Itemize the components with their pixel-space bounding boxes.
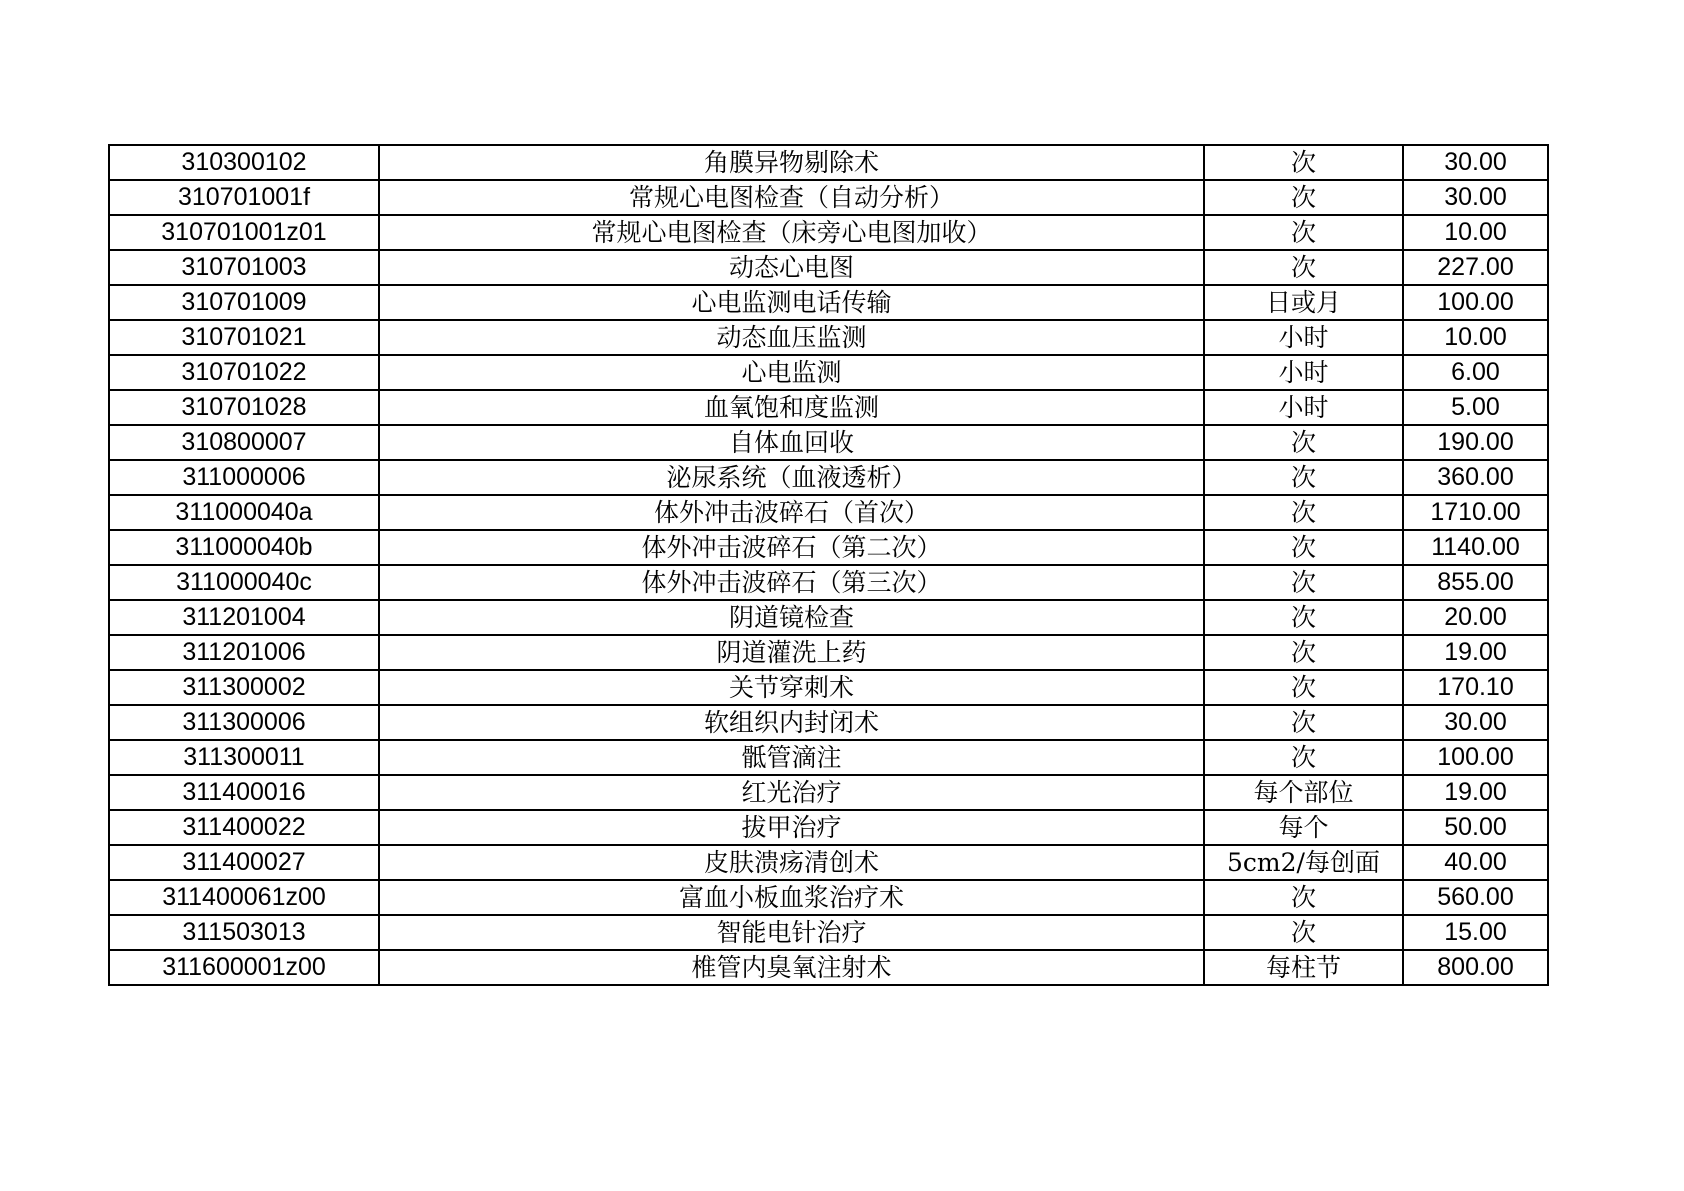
item-unit: 次 [1204, 145, 1403, 180]
item-price: 10.00 [1403, 320, 1548, 355]
item-name: 富血小板血浆治疗术 [379, 880, 1204, 915]
item-unit: 次 [1204, 635, 1403, 670]
item-price: 19.00 [1403, 635, 1548, 670]
item-code: 310701021 [109, 320, 379, 355]
item-name: 动态心电图 [379, 250, 1204, 285]
item-code: 311201004 [109, 600, 379, 635]
table-row [109, 845, 1548, 880]
table-row [109, 565, 1548, 600]
item-code: 310701001z01 [109, 215, 379, 250]
item-unit: 小时 [1204, 355, 1403, 390]
item-price: 560.00 [1403, 880, 1548, 915]
item-name: 角膜异物剔除术 [379, 145, 1204, 180]
table-row [109, 775, 1548, 810]
item-unit: 次 [1204, 880, 1403, 915]
item-price: 10.00 [1403, 215, 1548, 250]
item-name: 常规心电图检查（床旁心电图加收） [379, 215, 1204, 250]
item-name: 椎管内臭氧注射术 [379, 950, 1204, 985]
document-page [108, 144, 1547, 986]
item-unit: 次 [1204, 740, 1403, 775]
item-unit: 每柱节 [1204, 950, 1403, 985]
item-code: 311000040b [109, 530, 379, 565]
item-code: 311300002 [109, 670, 379, 705]
item-price: 19.00 [1403, 775, 1548, 810]
item-unit: 次 [1204, 670, 1403, 705]
item-code: 311400016 [109, 775, 379, 810]
item-price: 190.00 [1403, 425, 1548, 460]
table-row [109, 600, 1548, 635]
item-price: 855.00 [1403, 565, 1548, 600]
table-row [109, 145, 1548, 180]
item-unit: 每个部位 [1204, 775, 1403, 810]
item-code: 310701022 [109, 355, 379, 390]
item-price: 1140.00 [1403, 530, 1548, 565]
item-price: 30.00 [1403, 145, 1548, 180]
item-price: 20.00 [1403, 600, 1548, 635]
item-code: 310701001f [109, 180, 379, 215]
item-name: 皮肤溃疡清创术 [379, 845, 1204, 880]
item-code: 310701003 [109, 250, 379, 285]
table-row [109, 810, 1548, 845]
table-row [109, 635, 1548, 670]
item-name: 阴道灌洗上药 [379, 635, 1204, 670]
table-row [109, 320, 1548, 355]
item-unit: 次 [1204, 460, 1403, 495]
item-name: 关节穿刺术 [379, 670, 1204, 705]
item-unit: 次 [1204, 565, 1403, 600]
item-unit: 小时 [1204, 320, 1403, 355]
fee-table-body [109, 145, 1548, 985]
item-code: 311000040a [109, 495, 379, 530]
item-price: 6.00 [1403, 355, 1548, 390]
item-code: 311503013 [109, 915, 379, 950]
item-name: 体外冲击波碎石（首次） [379, 495, 1204, 530]
fee-table [108, 144, 1549, 986]
item-price: 100.00 [1403, 285, 1548, 320]
item-unit: 小时 [1204, 390, 1403, 425]
item-name: 心电监测 [379, 355, 1204, 390]
item-code: 311000006 [109, 460, 379, 495]
table-row [109, 180, 1548, 215]
item-unit: 次 [1204, 530, 1403, 565]
item-unit: 次 [1204, 600, 1403, 635]
item-price: 30.00 [1403, 705, 1548, 740]
item-name: 泌尿系统（血液透析） [379, 460, 1204, 495]
item-code: 310800007 [109, 425, 379, 460]
item-code: 310701009 [109, 285, 379, 320]
item-name: 心电监测电话传输 [379, 285, 1204, 320]
item-unit: 5cm2/每创面 [1204, 845, 1403, 880]
table-row [109, 670, 1548, 705]
item-unit: 次 [1204, 915, 1403, 950]
item-unit: 次 [1204, 705, 1403, 740]
table-row [109, 530, 1548, 565]
table-row [109, 950, 1548, 985]
item-name: 阴道镜检查 [379, 600, 1204, 635]
item-name: 拔甲治疗 [379, 810, 1204, 845]
table-row [109, 460, 1548, 495]
table-row [109, 740, 1548, 775]
item-name: 红光治疗 [379, 775, 1204, 810]
item-name: 常规心电图检查（自动分析） [379, 180, 1204, 215]
item-name: 软组织内封闭术 [379, 705, 1204, 740]
item-unit: 次 [1204, 215, 1403, 250]
item-name: 骶管滴注 [379, 740, 1204, 775]
item-unit: 次 [1204, 180, 1403, 215]
table-row [109, 880, 1548, 915]
table-row [109, 425, 1548, 460]
table-row [109, 705, 1548, 740]
item-code: 311400061z00 [109, 880, 379, 915]
item-name: 体外冲击波碎石（第三次） [379, 565, 1204, 600]
item-code: 311600001z00 [109, 950, 379, 985]
item-price: 360.00 [1403, 460, 1548, 495]
table-row [109, 390, 1548, 425]
item-price: 30.00 [1403, 180, 1548, 215]
item-code: 311300006 [109, 705, 379, 740]
item-name: 动态血压监测 [379, 320, 1204, 355]
item-name: 体外冲击波碎石（第二次） [379, 530, 1204, 565]
item-name: 智能电针治疗 [379, 915, 1204, 950]
table-row [109, 250, 1548, 285]
item-code: 311400027 [109, 845, 379, 880]
table-row [109, 355, 1548, 390]
item-price: 1710.00 [1403, 495, 1548, 530]
item-unit: 日或月 [1204, 285, 1403, 320]
item-code: 311400022 [109, 810, 379, 845]
table-row [109, 495, 1548, 530]
item-price: 15.00 [1403, 915, 1548, 950]
item-code: 311300011 [109, 740, 379, 775]
item-code: 310300102 [109, 145, 379, 180]
item-code: 311000040c [109, 565, 379, 600]
item-price: 170.10 [1403, 670, 1548, 705]
item-name: 自体血回收 [379, 425, 1204, 460]
item-price: 800.00 [1403, 950, 1548, 985]
item-price: 50.00 [1403, 810, 1548, 845]
item-code: 310701028 [109, 390, 379, 425]
table-row [109, 285, 1548, 320]
item-unit: 每个 [1204, 810, 1403, 845]
item-price: 40.00 [1403, 845, 1548, 880]
table-row [109, 215, 1548, 250]
table-row [109, 915, 1548, 950]
item-code: 311201006 [109, 635, 379, 670]
item-unit: 次 [1204, 425, 1403, 460]
item-price: 5.00 [1403, 390, 1548, 425]
item-unit: 次 [1204, 250, 1403, 285]
item-price: 100.00 [1403, 740, 1548, 775]
item-name: 血氧饱和度监测 [379, 390, 1204, 425]
item-unit: 次 [1204, 495, 1403, 530]
item-price: 227.00 [1403, 250, 1548, 285]
